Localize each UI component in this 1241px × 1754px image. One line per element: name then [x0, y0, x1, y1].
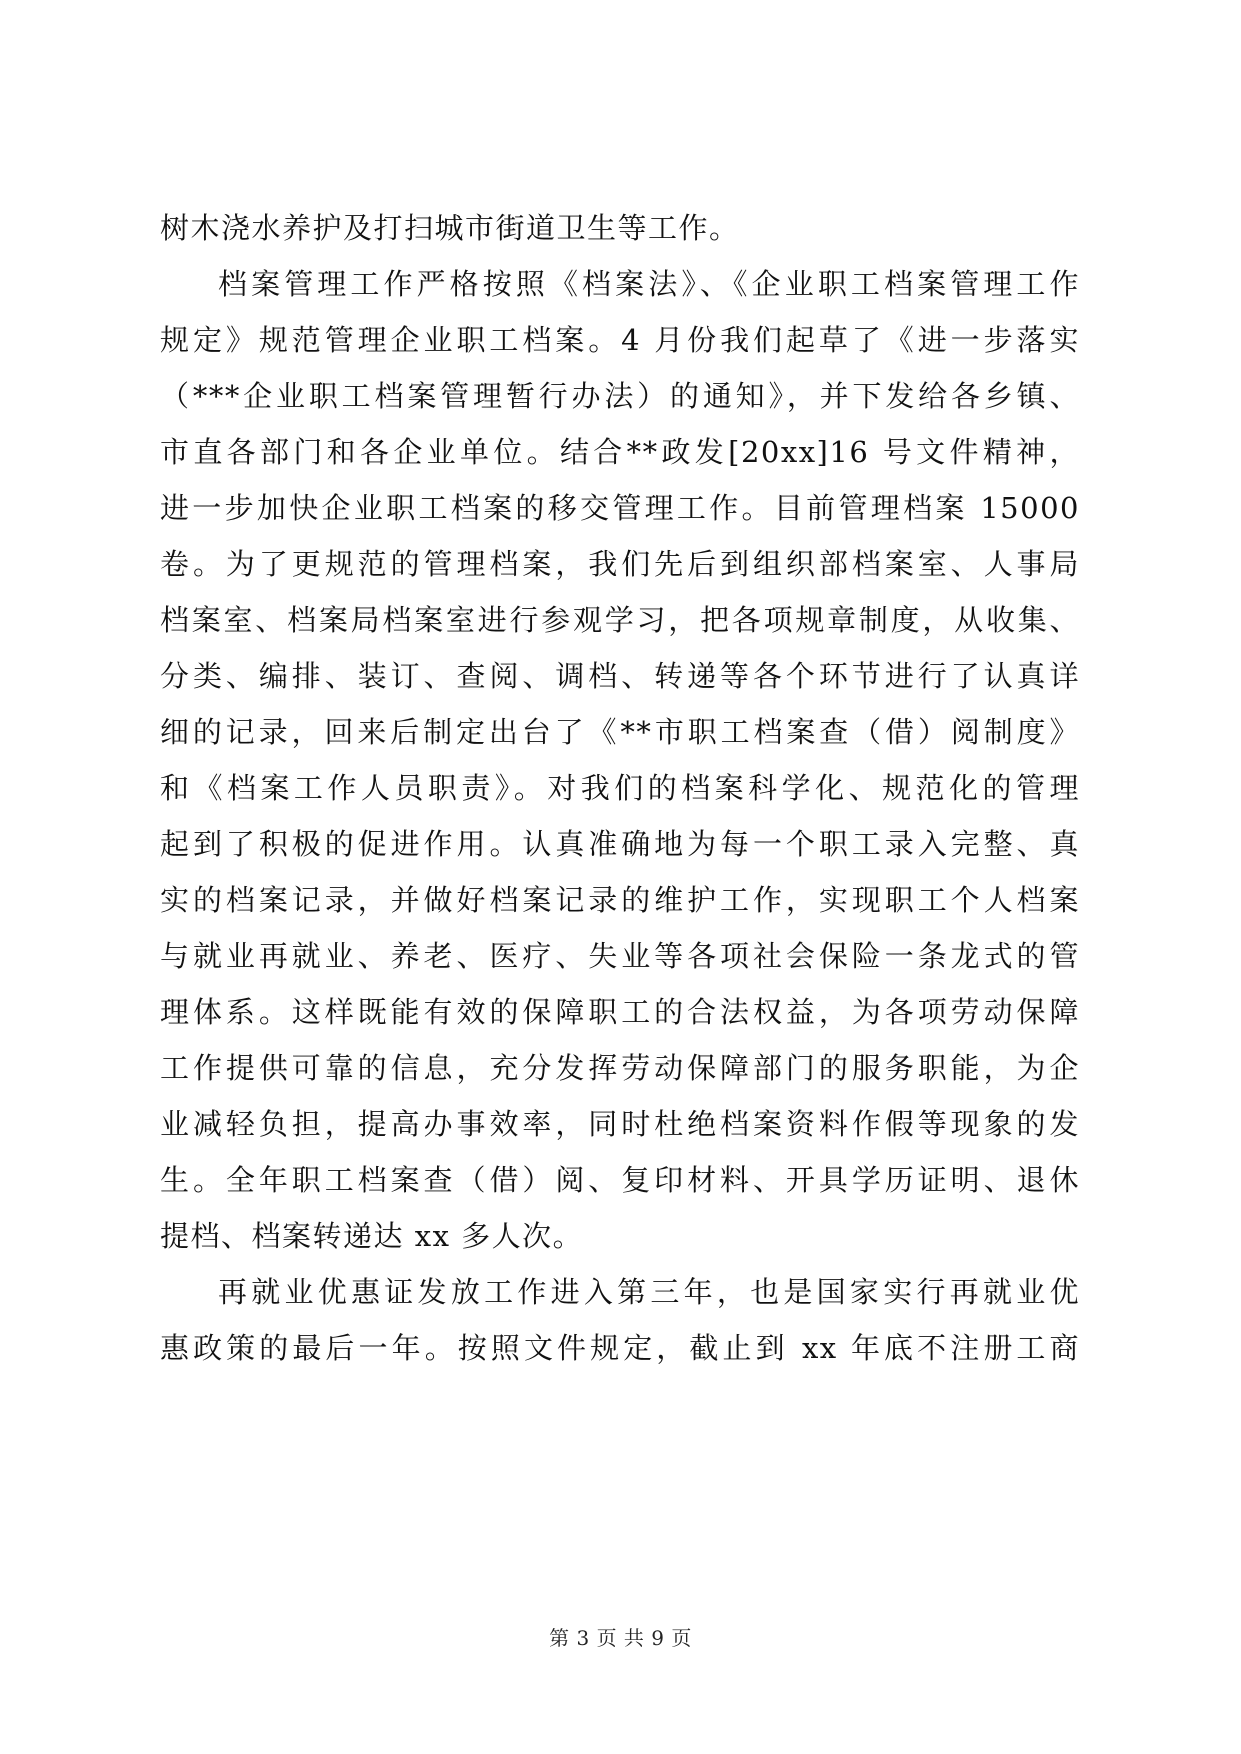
text-line: 与就业再就业、养老、医疗、失业等各项社会保险一条龙式的管 [160, 939, 1080, 973]
text-line: 理体系。这样既能有效的保障职工的合法权益，为各项劳动保障 [160, 995, 1080, 1029]
text-line: 细的记录，回来后制定出台了《**市职工档案查（借）阅制度》 [160, 715, 1080, 749]
text-line: 再就业优惠证发放工作进入第三年，也是国家实行再就业优 [218, 1275, 1080, 1309]
text-line: 提档、档案转递达 xx 多人次。 [160, 1219, 584, 1253]
text-line: 档案室、档案局档案室进行参观学习，把各项规章制度，从收集、 [160, 603, 1080, 637]
text-line: 进一步加快企业职工档案的移交管理工作。目前管理档案 15000 [160, 491, 1080, 525]
text-line: 规定》规范管理企业职工档案。4 月份我们起草了《进一步落实 [160, 323, 1080, 357]
page-footer [0, 1622, 1241, 1651]
text-line: 分类、编排、装订、查阅、调档、转递等各个环节进行了认真详 [160, 659, 1080, 693]
text-line: 业减轻负担，提高办事效率，同时杜绝档案资料作假等现象的发 [160, 1107, 1080, 1141]
text-line: 起到了积极的促进作用。认真准确地为每一个职工录入完整、真 [160, 827, 1080, 861]
text-line: 树木浇水养护及打扫城市街道卫生等工作。 [160, 211, 740, 245]
text-line: 卷。为了更规范的管理档案，我们先后到组织部档案室、人事局 [160, 547, 1080, 581]
text-line: 工作提供可靠的信息，充分发挥劳动保障部门的服务职能，为企 [160, 1051, 1080, 1085]
text-line: 实的档案记录，并做好档案记录的维护工作，实现职工个人档案 [160, 883, 1080, 917]
text-line: 和《档案工作人员职责》。对我们的档案科学化、规范化的管理 [160, 771, 1080, 805]
body-text [160, 200, 1080, 1376]
text-line: （***企业职工档案管理暂行办法）的通知》，并下发给各乡镇、 [160, 379, 1080, 413]
text-line: 惠政策的最后一年。按照文件规定，截止到 xx 年底不注册工商 [160, 1331, 1080, 1365]
text-line: 档案管理工作严格按照《档案法》、《企业职工档案管理工作 [218, 267, 1080, 301]
text-line: 生。全年职工档案查（借）阅、复印材料、开具学历证明、退休 [160, 1163, 1080, 1197]
page-number-label: 第 3 页 共 9 页 [549, 1626, 692, 1650]
text-line: 市直各部门和各企业单位。结合**政发[20xx]16 号文件精神， [160, 435, 1080, 469]
